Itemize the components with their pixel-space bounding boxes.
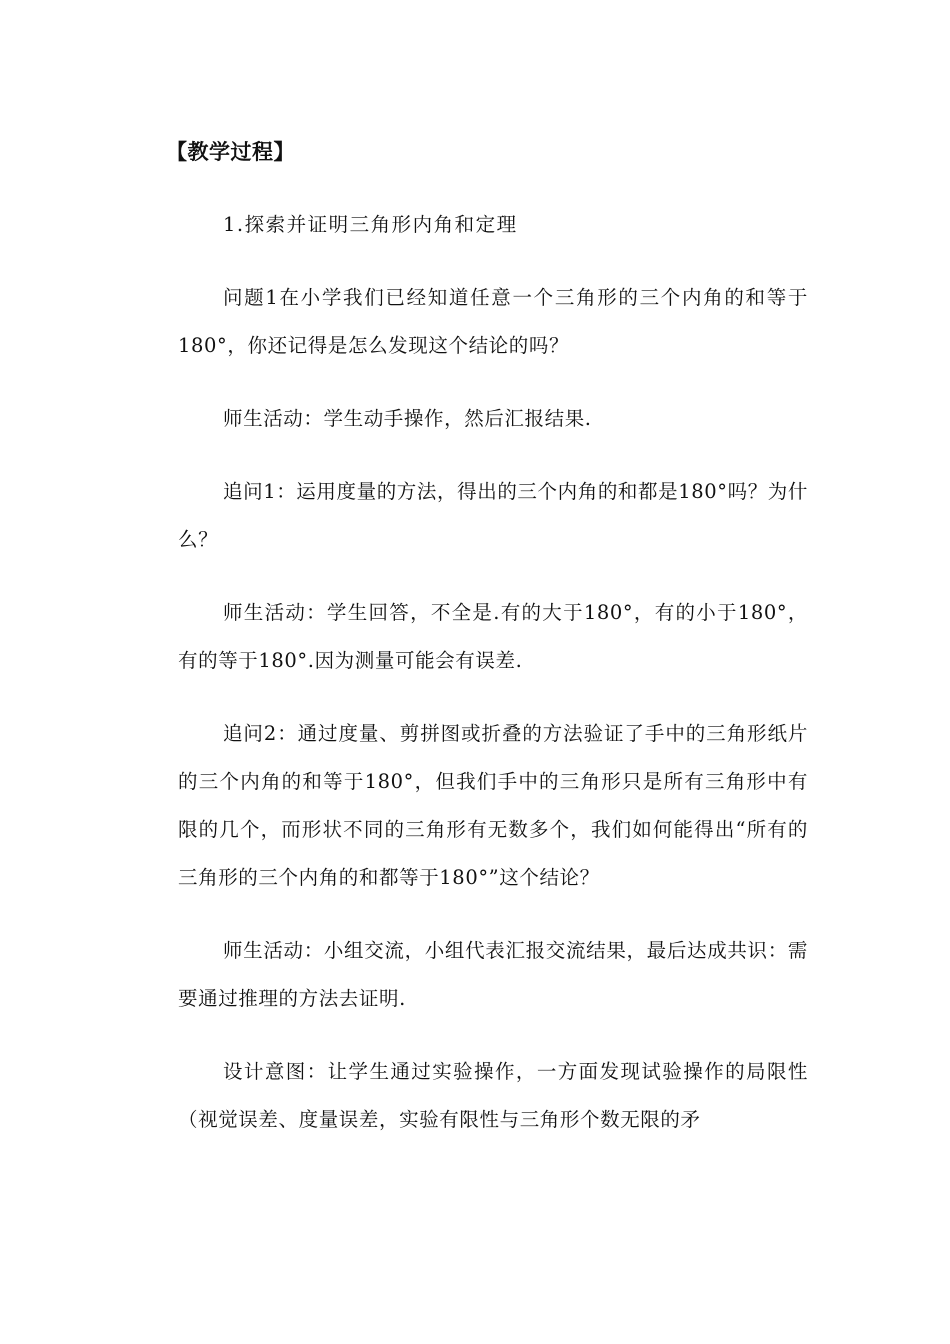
paragraph-question-1: 问题1在小学我们已经知道任意一个三角形的三个内角的和等于180°，你还记得是怎么发现这个结论的吗？ bbox=[178, 286, 808, 357]
document-body bbox=[166, 128, 808, 1144]
paragraph-followup-1: 追问1：运用度量的方法，得出的三个内角的和都是180°吗？为什么？ bbox=[178, 480, 808, 551]
subsection-title: 1.探索并证明三角形内角和定理 bbox=[223, 213, 518, 236]
paragraph-design-intent: 设计意图：让学生通过实验操作，一方面发现试验操作的局限性（视觉误差、度量误差，实验有限性与三角形个数无限的矛 bbox=[178, 1060, 808, 1131]
paragraph-activity-3: 师生活动：小组交流，小组代表汇报交流结果，最后达成共识：需要通过推理的方法去证明. bbox=[178, 939, 808, 1010]
paragraph-activity-2: 师生活动：学生回答，不全是.有的大于180°，有的小于180°，有的等于180°.因为测量可能会有误差. bbox=[178, 601, 808, 672]
paragraph-activity-1: 师生活动：学生动手操作，然后汇报结果. bbox=[223, 407, 592, 430]
paragraph-followup-2: 追问2：通过度量、剪拼图或折叠的方法验证了手中的三角形纸片的三个内角的和等于180°，但我们手中的三角形只是所有三角形中有限的几个，而形状不同的三角形有无数多个，我们如何能得出“所有的三角形的三个内角的和都等于180°”这个结论？ bbox=[178, 722, 808, 889]
section-title: 【教学过程】 bbox=[166, 140, 295, 164]
